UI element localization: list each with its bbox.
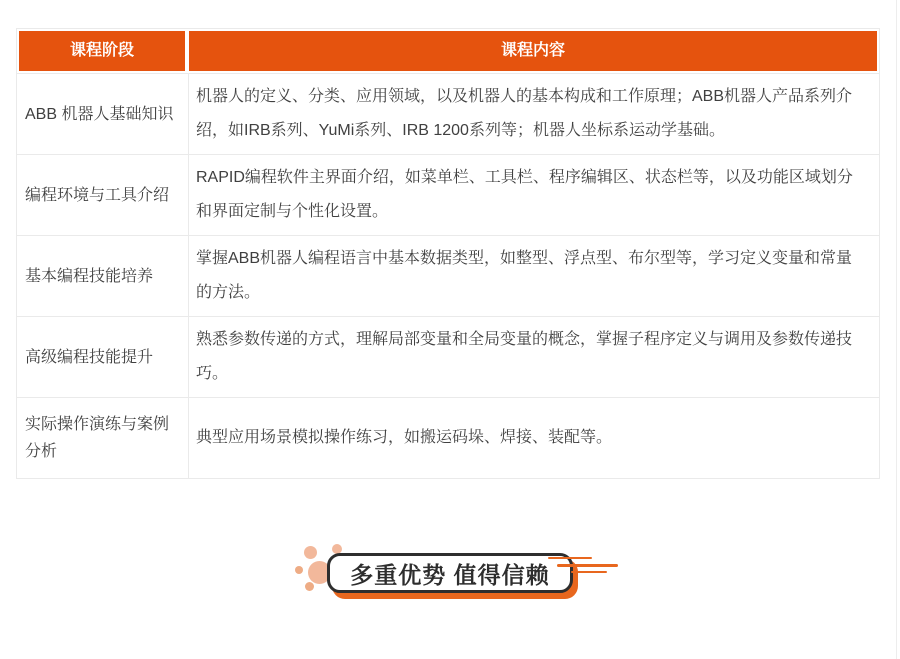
table-row bbox=[17, 154, 879, 235]
content-cell: 掌握ABB机器人编程语言中基本数据类型，如整型、浮点型、布尔型等，学习定义变量和常量的方法。 bbox=[196, 250, 853, 301]
table-header-row bbox=[17, 29, 879, 73]
speed-line-icon bbox=[557, 564, 618, 567]
stage-cell: 基本编程技能培养 bbox=[17, 236, 189, 316]
header-cell-content: 课程内容 bbox=[189, 31, 877, 71]
stage-cell: 编程环境与工具介绍 bbox=[17, 155, 189, 235]
stage-cell: 高级编程技能提升 bbox=[17, 317, 189, 397]
table-row bbox=[17, 316, 879, 397]
content-cell: 典型应用场景模拟操作练习，如搬运码垛、焊接、装配等。 bbox=[196, 429, 613, 446]
course-table bbox=[16, 28, 880, 479]
content-cell: 机器人的定义、分类、应用领域，以及机器人的基本构成和工作原理；ABB机器人产品系列介绍，如IRB系列、YuMi系列、IRB 1200系列等；机器人坐标系运动学基础。 bbox=[196, 88, 853, 139]
content-cell: RAPID编程软件主界面介绍，如菜单栏、工具栏、程序编辑区、状态栏等，以及功能区域划分和界面定制与个性化设置。 bbox=[196, 169, 853, 220]
page-edge-divider bbox=[896, 0, 897, 659]
section-banner bbox=[327, 553, 573, 593]
speed-line-icon bbox=[548, 557, 592, 559]
decor-dot bbox=[305, 582, 314, 591]
decor-dot bbox=[295, 566, 303, 574]
table-row bbox=[17, 397, 879, 478]
table-row bbox=[17, 73, 879, 154]
table-row bbox=[17, 235, 879, 316]
speed-line-icon bbox=[571, 571, 607, 573]
stage-cell: ABB 机器人基础知识 bbox=[17, 74, 189, 154]
stage-cell: 实际操作演练与案例分析 bbox=[17, 398, 189, 478]
decor-dot bbox=[304, 546, 317, 559]
section-banner-title: 多重优势 值得信赖 bbox=[350, 561, 550, 588]
content-cell: 熟悉参数传递的方式，理解局部变量和全局变量的概念，掌握子程序定义与调用及参数传递技巧。 bbox=[196, 331, 853, 382]
header-cell-stage: 课程阶段 bbox=[19, 31, 185, 71]
